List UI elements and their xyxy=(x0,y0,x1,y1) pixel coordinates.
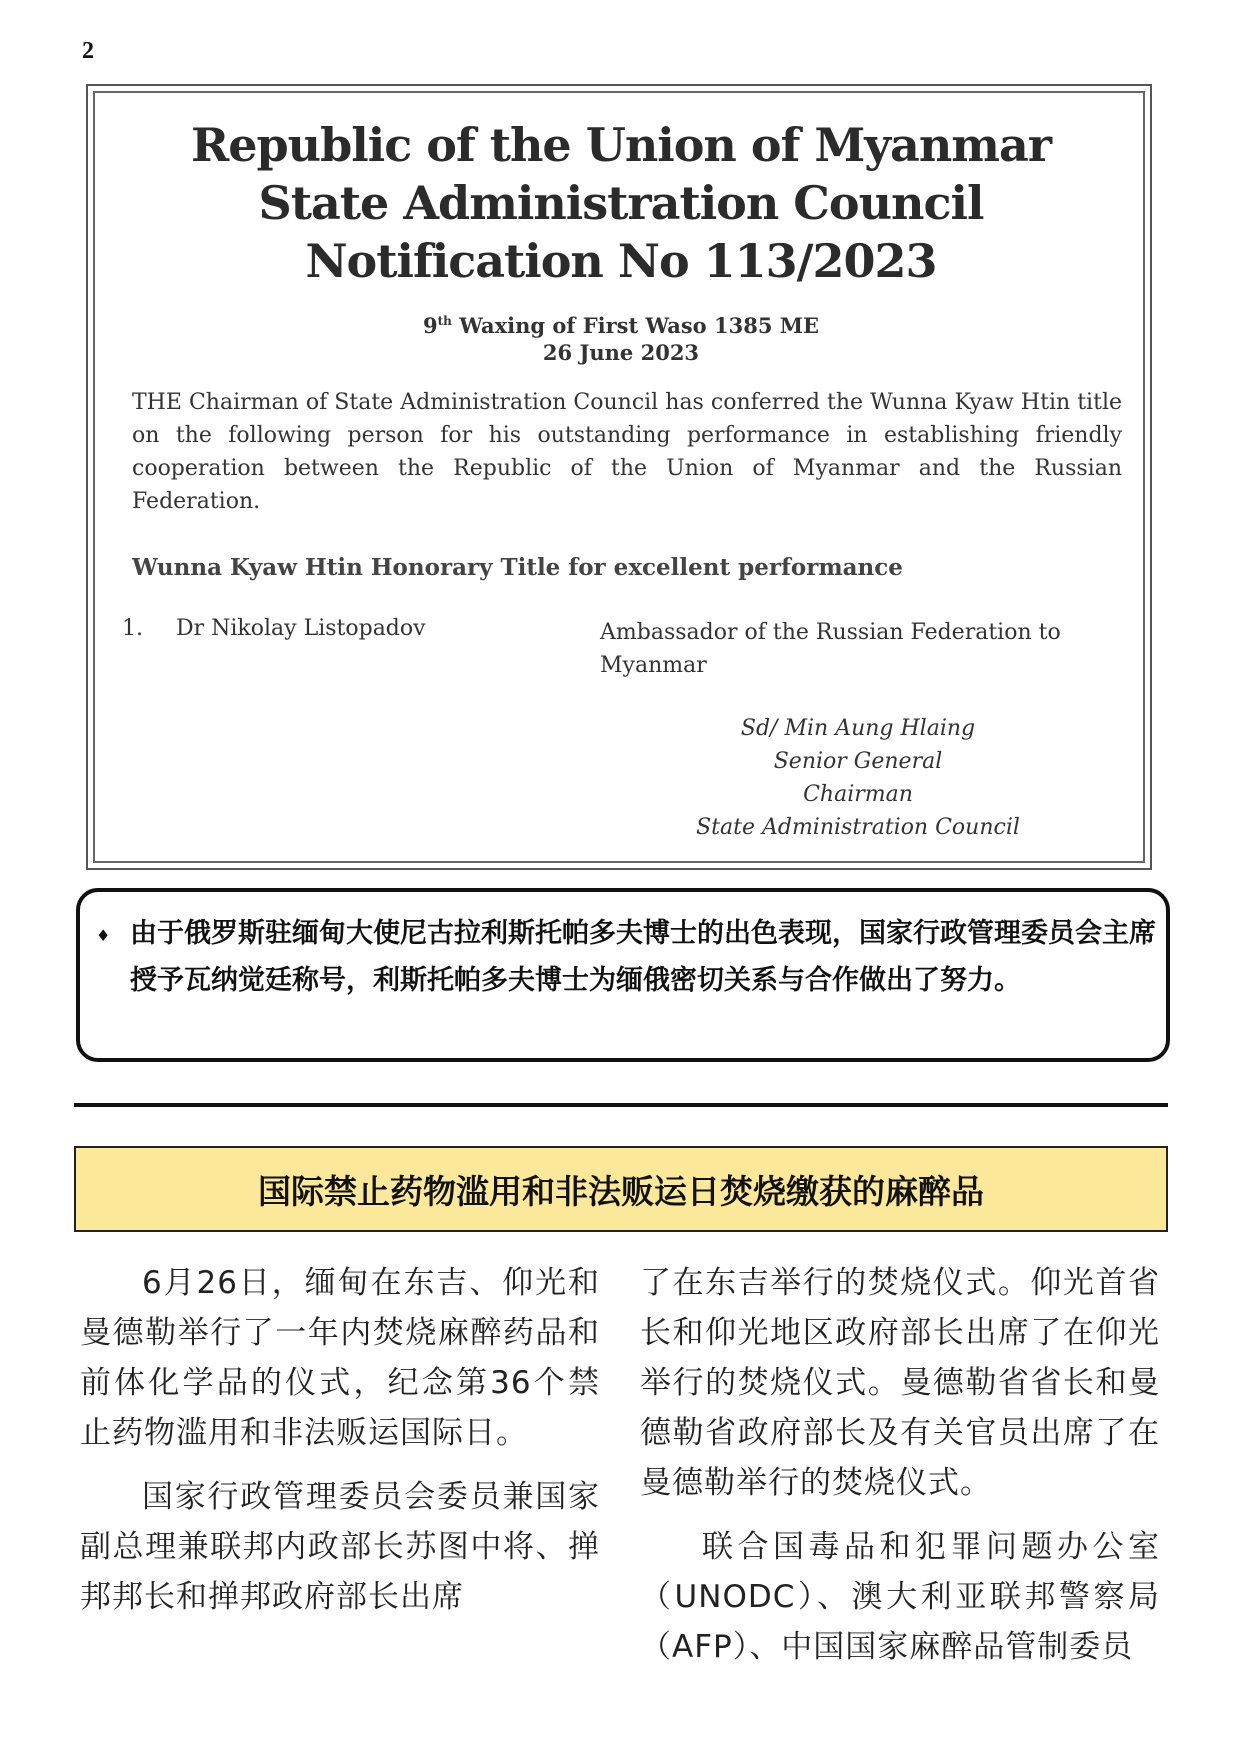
signature-organization: State Administration Council xyxy=(696,815,1020,840)
article-column-right xyxy=(640,1258,1160,1686)
notification-title xyxy=(88,116,1154,290)
notification-box xyxy=(86,84,1152,870)
summary-text: 由于俄罗斯驻缅甸大使尼古拉利斯托帕多夫博士的出色表现，国家行政管理委员会主席授予瓦纳觉廷称号，利斯托帕多夫博士为缅俄密切关系与合作做出了努力。 xyxy=(130,918,1156,996)
honoree-number: 1. xyxy=(122,616,143,641)
notification-subhead: Wunna Kyaw Htin Honorary Title for excellent performance xyxy=(132,554,903,581)
title-line-republic: Republic of the Union of Myanmar xyxy=(191,118,1051,172)
date-myanmar-rest: Waxing of First Waso 1385 ME xyxy=(451,313,819,338)
section-divider xyxy=(74,1103,1168,1107)
summary-box xyxy=(76,888,1170,1062)
signature-name: Sd/ Min Aung Hlaing xyxy=(740,716,976,741)
article-column-left xyxy=(80,1258,600,1636)
signature-block xyxy=(648,712,1068,844)
article-headline: 国际禁止药物滥用和非法贩运日焚烧缴获的麻醉品 xyxy=(258,1171,984,1211)
page-number: 2 xyxy=(82,38,94,64)
honoree-name: Dr Nikolay Listopadov xyxy=(176,616,426,641)
title-line-notification-number: Notification No 113/2023 xyxy=(305,234,937,288)
date-ordinal: th xyxy=(437,314,452,328)
article-paragraph: 了在东吉举行的焚烧仪式。仰光首省长和仰光地区政府部长出席了在仰光举行的焚烧仪式。曼德勒省省长和曼德勒省政府部长及有关官员出席了在曼德勒举行的焚烧仪式。 xyxy=(640,1265,1160,1501)
article-paragraph: 国家行政管理委员会委员兼国家副总理兼联邦内政部长苏图中将、掸邦邦长和掸邦政府部长出席 xyxy=(80,1479,600,1615)
signature-rank: Senior General xyxy=(773,749,943,774)
notification-date xyxy=(88,308,1154,366)
title-line-council: State Administration Council xyxy=(258,176,984,230)
article-paragraph: 联合国毒品和犯罪问题办公室（UNODC）、澳大利亚联邦警察局（AFP）、中国国家麻醉品管制委员 xyxy=(640,1529,1160,1665)
signature-position: Chairman xyxy=(803,782,913,807)
notification-body: THE Chairman of State Administration Council has conferred the Wunna Kyaw Htin title on the following person for his outstanding performance in establishing friendly cooperation between the Republic of the Union of Myanmar and the Russian Federation. xyxy=(132,390,1122,514)
diamond-bullet-icon: ♦ xyxy=(96,926,111,945)
date-day: 9 xyxy=(423,313,438,338)
article-headline-box xyxy=(74,1146,1168,1232)
honoree-role: Ambassador of the Russian Federation to Myanmar xyxy=(600,620,1061,678)
article-paragraph: 6月26日，缅甸在东吉、仰光和曼德勒举行了一年内焚烧麻醉药品和前体化学品的仪式，纪念第36个禁止药物滥用和非法贩运国际日。 xyxy=(80,1265,600,1451)
date-gregorian: 26 June 2023 xyxy=(542,340,700,365)
